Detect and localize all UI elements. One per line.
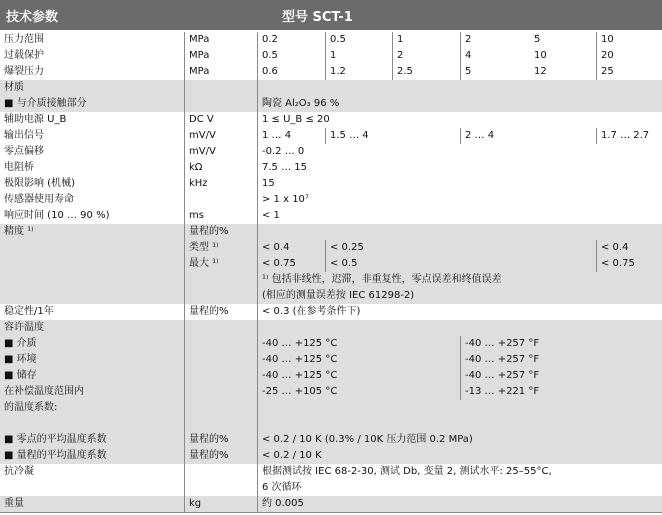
table-cell [184, 96, 257, 112]
table-cell [184, 288, 257, 304]
table-cell: -40 … +125 °C [257, 336, 460, 352]
table-cell: < 0.4 [596, 240, 662, 256]
table-cell [184, 400, 257, 416]
table-cell: -40 … +257 °F [460, 368, 662, 384]
table-cell: 1.5 … 4 [325, 128, 460, 144]
table-row [0, 224, 662, 240]
row-label: 输出信号 [4, 130, 44, 141]
table-row [0, 112, 662, 128]
table-cell [184, 352, 257, 368]
table-row [0, 48, 662, 64]
table-cell [184, 368, 257, 384]
table-cell: 5 [460, 64, 530, 80]
row-label: 在补偿温度范围内 [4, 386, 84, 397]
table-cell: 0.6 [257, 64, 325, 80]
table-cell: 约 0.005 [257, 496, 662, 512]
table-cell: 1 [392, 32, 460, 48]
table-cell [184, 384, 257, 400]
table-cell: mV/V [184, 144, 257, 160]
row-label: 过载保护 [4, 50, 44, 61]
table-cell: MPa [184, 32, 257, 48]
table-cell: kHz [184, 176, 257, 192]
table-cell: -40 … +125 °C [257, 368, 460, 384]
table-row [0, 32, 662, 48]
table-cell: 2 … 4 [460, 128, 596, 144]
table-row [0, 448, 662, 464]
table-cell: 类型 ¹⁾ [184, 240, 257, 256]
table-cell: 1.2 [325, 64, 392, 80]
table-cell: < 0.2 / 10 K (0.3% / 10K 压力范围 0.2 MPa) [257, 432, 662, 448]
row-label [0, 240, 184, 256]
table-row [0, 144, 662, 160]
row-label: 极限影响 (机械) [4, 178, 75, 189]
row-label: 抗冷凝 [4, 466, 34, 477]
table-row [0, 320, 662, 336]
table-row [0, 480, 662, 496]
table-cell [184, 416, 257, 432]
table-cell [257, 80, 662, 96]
table-cell: 2 [460, 32, 530, 48]
row-label: 重量 [4, 498, 24, 509]
row-label: 的温度系数: [4, 402, 58, 413]
table-cell: < 0.25 [325, 240, 596, 256]
table-header-bar [0, 0, 662, 30]
table-cell [257, 400, 662, 416]
row-label: 容许温度 [4, 322, 44, 333]
table-row [0, 64, 662, 80]
table-cell: 0.2 [257, 32, 325, 48]
table-cell: 6 次循环 [257, 480, 662, 496]
table-cell: 10 [534, 50, 547, 61]
table-row [0, 464, 662, 480]
table-row [0, 80, 662, 96]
table-cell: MPa [184, 64, 257, 80]
table-cell: -40 … +257 °F [460, 352, 662, 368]
row-label: ■ 零点的平均温度系数 [4, 434, 107, 445]
table-cell [184, 272, 257, 288]
table-row [0, 192, 662, 208]
row-label: 响应时间 (10 … 90 %) [4, 210, 110, 221]
table-cell: < 0.3 (在参考条件下) [257, 304, 662, 320]
table-cell: 量程的% [184, 432, 257, 448]
row-label [0, 256, 184, 272]
table-cell: 5 [534, 34, 541, 45]
table-row [0, 96, 662, 112]
table-cell: 12 [534, 66, 547, 77]
table-row [0, 368, 662, 384]
row-label [0, 272, 184, 288]
table-cell: 7.5 … 15 [257, 160, 662, 176]
table-cell: < 0.5 [325, 256, 596, 272]
table-cell: 25 [596, 64, 662, 80]
table-row [0, 176, 662, 192]
table-cell: 0.5 [325, 32, 392, 48]
table-cell: 4 [460, 48, 530, 64]
table-cell [257, 416, 662, 432]
table-cell: 10 [596, 32, 662, 48]
table-cell [184, 336, 257, 352]
table-cell [184, 192, 257, 208]
table-row [0, 384, 662, 400]
model-title: 型号 SCT-1 [282, 10, 353, 25]
table-row [0, 128, 662, 144]
table-cell: < 0.2 / 10 K [257, 448, 662, 464]
table-row [0, 160, 662, 176]
table-row [0, 288, 662, 304]
table-cell: 2 [392, 48, 460, 64]
table-cell [184, 320, 257, 336]
table-row [0, 272, 662, 288]
table-cell: mV/V [184, 128, 257, 144]
table-cell [184, 464, 257, 480]
table-cell: 20 [596, 48, 662, 64]
table-cell: 量程的% [184, 448, 257, 464]
table-row [0, 336, 662, 352]
table-cell: 1 ≤ U_B ≤ 20 [257, 112, 662, 128]
table-cell: 最大 ¹⁾ [184, 256, 257, 272]
table-row [0, 352, 662, 368]
table-cell: kΩ [184, 160, 257, 176]
row-label: ■ 量程的平均温度系数 [4, 450, 107, 461]
table-cell: -40 … +257 °F [460, 336, 662, 352]
table-cell: < 0.75 [257, 256, 325, 272]
table-cell: -25 … +105 °C [257, 384, 460, 400]
row-label: 电阻桥 [4, 162, 34, 173]
table-cell: 2.5 [392, 64, 460, 80]
table-cell: -40 … +125 °C [257, 352, 460, 368]
table-cell: (相应的测量误差按 IEC 61298-2) [257, 288, 662, 304]
table-cell: -0.2 … 0 [257, 144, 662, 160]
table-cell: MPa [184, 48, 257, 64]
table-cell: 量程的% [184, 224, 257, 240]
table-cell: 1 … 4 [257, 128, 325, 144]
table-row [0, 432, 662, 448]
table-row [0, 256, 662, 272]
table-cell: < 1 [257, 208, 662, 224]
table-cell: 0.5 [257, 48, 325, 64]
row-label: 传感器使用寿命 [4, 194, 74, 205]
table-cell: 1 [325, 48, 392, 64]
row-divider [0, 512, 662, 513]
table-cell [184, 80, 257, 96]
table-cell: kg [184, 496, 257, 512]
row-label [0, 416, 184, 432]
table-row [0, 208, 662, 224]
table-cell [257, 320, 662, 336]
table-cell [184, 480, 257, 496]
row-label [0, 288, 184, 304]
table-cell: 陶瓷 Al₂O₃ 96 % [257, 96, 662, 112]
table-cell: 15 [257, 176, 662, 192]
table-cell [257, 224, 662, 240]
row-label: ■ 环境 [4, 354, 37, 365]
row-label: 压力范围 [4, 34, 44, 45]
row-label: 稳定性/1年 [4, 306, 54, 317]
table-row [0, 400, 662, 416]
row-label: 零点偏移 [4, 146, 44, 157]
row-label: 辅助电源 U_B [4, 114, 67, 125]
row-label: 材质 [4, 82, 24, 93]
table-cell: 根据测试按 IEC 68-2-30, 测试 Db, 变量 2, 测试水平: 25–55°C, [257, 464, 662, 480]
row-label: 精度 ¹⁾ [4, 226, 34, 237]
table-cell: ms [184, 208, 257, 224]
row-label: ■ 储存 [4, 370, 37, 381]
table-cell: 量程的% [184, 304, 257, 320]
row-label: ■ 与介质接触部分 [4, 98, 87, 109]
table-cell: ¹⁾ 包括非线性，迟滞，非重复性，零点误差和终值误差 [257, 272, 662, 288]
table-row [0, 496, 662, 512]
table-cell: 1.7 … 2.7 [596, 128, 662, 144]
table-cell: DC V [184, 112, 257, 128]
section-title: 技术参数 [6, 10, 59, 25]
table-cell: > 1 x 10⁷ [257, 192, 662, 208]
table-cell: < 0.75 [596, 256, 662, 272]
row-label: ■ 介质 [4, 338, 37, 349]
row-label: 爆裂压力 [4, 66, 44, 77]
table-row [0, 416, 662, 432]
row-label [0, 480, 184, 496]
table-cell: -13 … +221 °F [460, 384, 662, 400]
table-row [0, 304, 662, 320]
table-row [0, 240, 662, 256]
table-cell: < 0.4 [257, 240, 325, 256]
